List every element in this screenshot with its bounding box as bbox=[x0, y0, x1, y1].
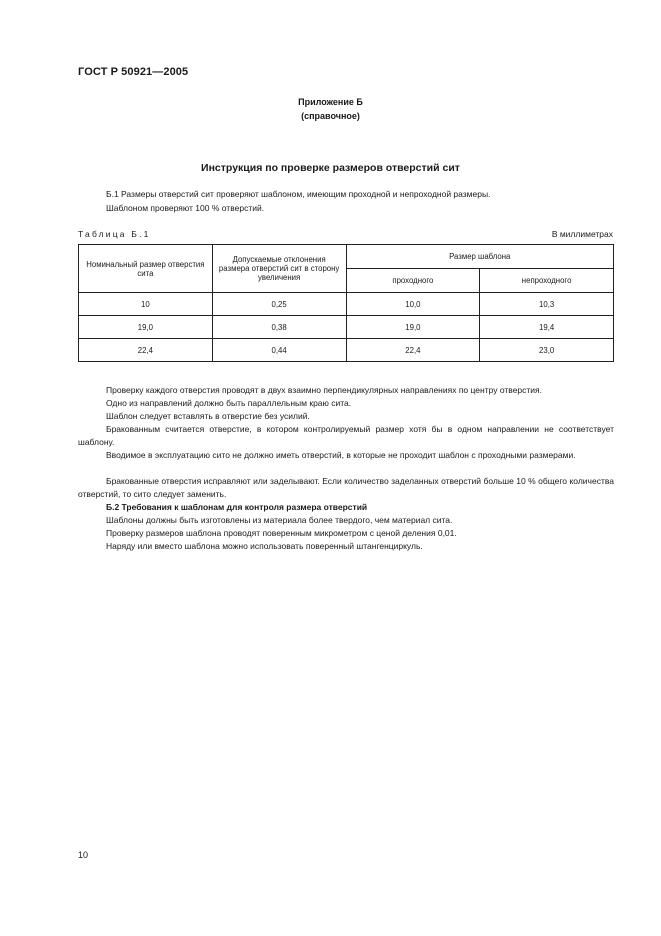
table-row bbox=[79, 339, 614, 362]
header-template-size: Размер шаблона bbox=[346, 245, 614, 269]
intro-paragraph: Б.1 Размеры отверстий сит проверяют шаблоном, имеющим проходной и непроходной размеры. bbox=[106, 189, 491, 199]
body-paragraph: Шаблон следует вставлять в отверстие без усилий. bbox=[106, 411, 310, 421]
table-row bbox=[79, 293, 614, 316]
table-cell: 10,0 bbox=[346, 293, 480, 316]
appendix-title: Приложение Б bbox=[298, 97, 363, 107]
section-title: Инструкция по проверке размеров отверстий сит bbox=[201, 162, 460, 174]
table-cell: 22,4 bbox=[346, 339, 480, 362]
appendix-subtitle: (справочное) bbox=[301, 111, 360, 121]
body-paragraph: Бракованные отверстия исправляют или заделывают. Если количество заделанных отверстий больше 10 % общего количества отверстий, то сито следует заменить. bbox=[78, 476, 614, 499]
body-paragraph: Шаблоны должны быть изготовлены из материала более твердого, чем материал сита. bbox=[106, 515, 453, 525]
header-nopass: непроходного bbox=[480, 269, 614, 293]
table-cell: 0,44 bbox=[212, 339, 346, 362]
table-header-row bbox=[79, 245, 614, 269]
page-number: 10 bbox=[78, 850, 89, 860]
body-paragraph: Проверку размеров шаблона проводят поверенным микрометром с ценой деления 0,01. bbox=[106, 528, 457, 538]
table-row bbox=[79, 316, 614, 339]
header-deviation: Допускаемые отклонения размера отверстий сит в сторону увеличения bbox=[212, 245, 346, 293]
table-cell: 23,0 bbox=[480, 339, 614, 362]
intro-paragraph: Шаблоном проверяют 100 % отверстий. bbox=[106, 203, 265, 213]
table-cell: 10,3 bbox=[480, 293, 614, 316]
table-cell: 0,38 bbox=[212, 316, 346, 339]
table-cell: 19,0 bbox=[79, 316, 213, 339]
body-paragraph: Одно из направлений должно быть параллельным краю сита. bbox=[106, 398, 352, 408]
table-cell: 10 bbox=[79, 293, 213, 316]
table-caption: Таблица Б.1 bbox=[78, 229, 151, 239]
header-nominal-size: Номинальный размер отверстия сита bbox=[79, 245, 213, 293]
body-paragraph: Бракованным считается отверстие, в котором контролируемый размер хотя бы в одном направлении не соответствует шаблону. bbox=[78, 424, 614, 447]
document-code: ГОСТ Р 50921—2005 bbox=[78, 66, 189, 78]
header-pass: проходного bbox=[346, 269, 480, 293]
subsection-heading: Б.2 Требования к шаблонам для контроля размера отверстий bbox=[106, 502, 368, 512]
table-cell: 19,0 bbox=[346, 316, 480, 339]
body-paragraph: Вводимое в эксплуатацию сито не должно иметь отверстий, в которые не проходит шаблон с проходными размерами. bbox=[106, 450, 576, 460]
body-paragraph: Проверку каждого отверстия проводят в двух взаимно перпендикулярных направлениях по центру отверстия. bbox=[106, 385, 543, 395]
table-cell: 19,4 bbox=[480, 316, 614, 339]
body-paragraph: Наряду или вместо шаблона можно использовать поверенный штангенциркуль. bbox=[106, 541, 423, 551]
sieve-size-table bbox=[78, 244, 614, 362]
table-cell: 0,25 bbox=[212, 293, 346, 316]
table-cell: 22,4 bbox=[79, 339, 213, 362]
table-units: В миллиметрах bbox=[551, 229, 613, 239]
